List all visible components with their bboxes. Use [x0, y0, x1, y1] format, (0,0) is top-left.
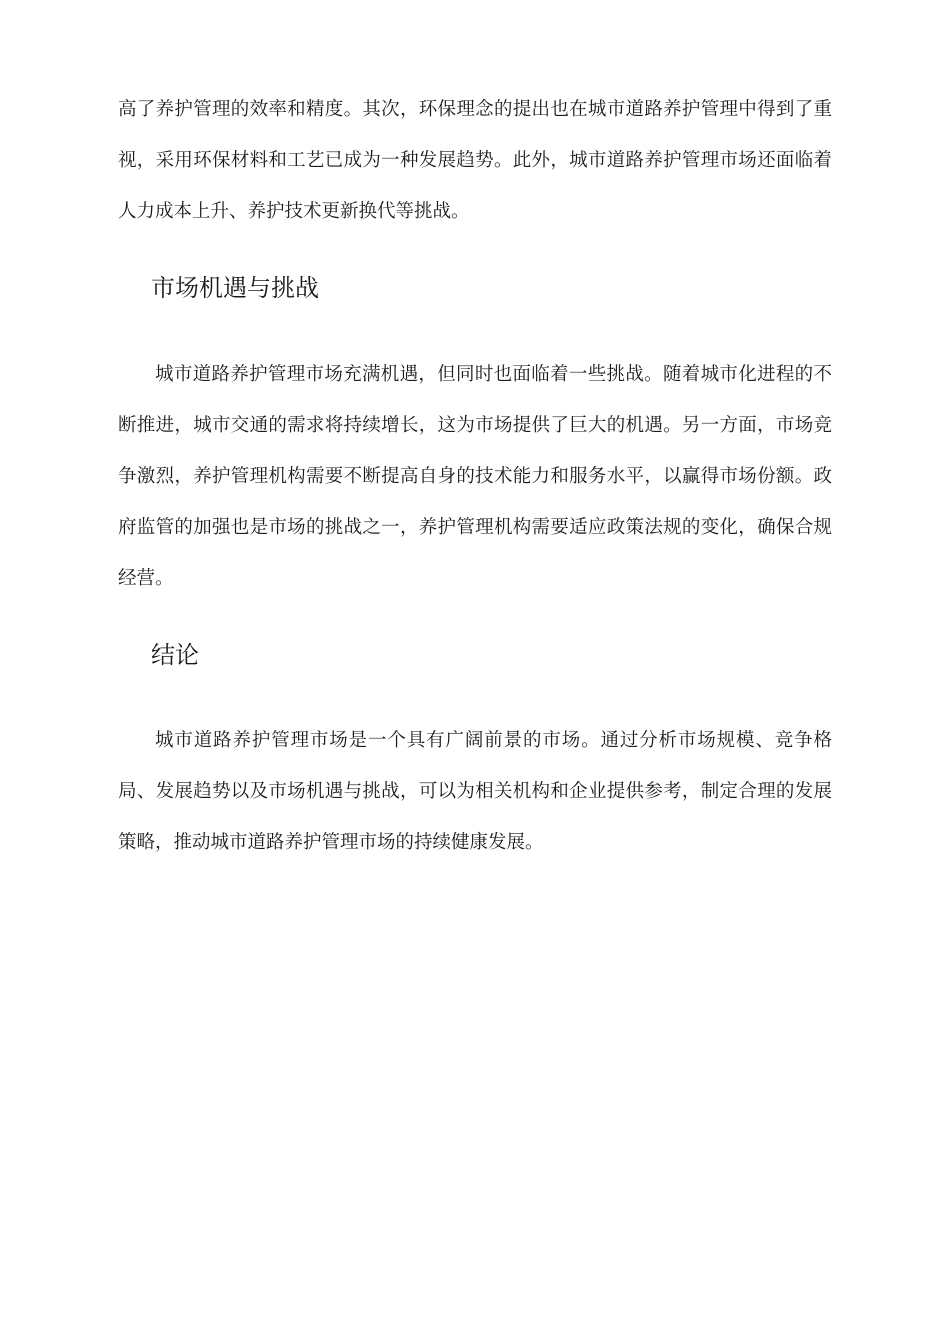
- paragraph-continuation: 高了养护管理的效率和精度。其次，环保理念的提出也在城市道路养护管理中得到了重视，采用环保材料和工艺已成为一种发展趋势。此外，城市道路养护管理市场还面临着人力成本上升、养护技术更新换代等挑战。: [118, 99, 832, 222]
- heading-opportunities-challenges: 市场机遇与挑战: [151, 274, 319, 302]
- document-body: [118, 84, 832, 868]
- paragraph-opportunities-challenges: 城市道路养护管理市场充满机遇，但同时也面临着一些挑战。随着城市化进程的不断推进，城市交通的需求将持续增长，这为市场提供了巨大的机遇。另一方面，市场竞争激烈，养护管理机构需要不断提高自身的技术能力和服务水平，以赢得市场份额。政府监管的加强也是市场的挑战之一，养护管理机构需要适应政策法规的变化，确保合规经营。: [118, 364, 832, 589]
- paragraph-conclusion: 城市道路养护管理市场是一个具有广阔前景的市场。通过分析市场规模、竞争格局、发展趋势以及市场机遇与挑战，可以为相关机构和企业提供参考，制定合理的发展策略，推动城市道路养护管理市场的持续健康发展。: [118, 730, 832, 853]
- heading-conclusion: 结论: [151, 641, 199, 669]
